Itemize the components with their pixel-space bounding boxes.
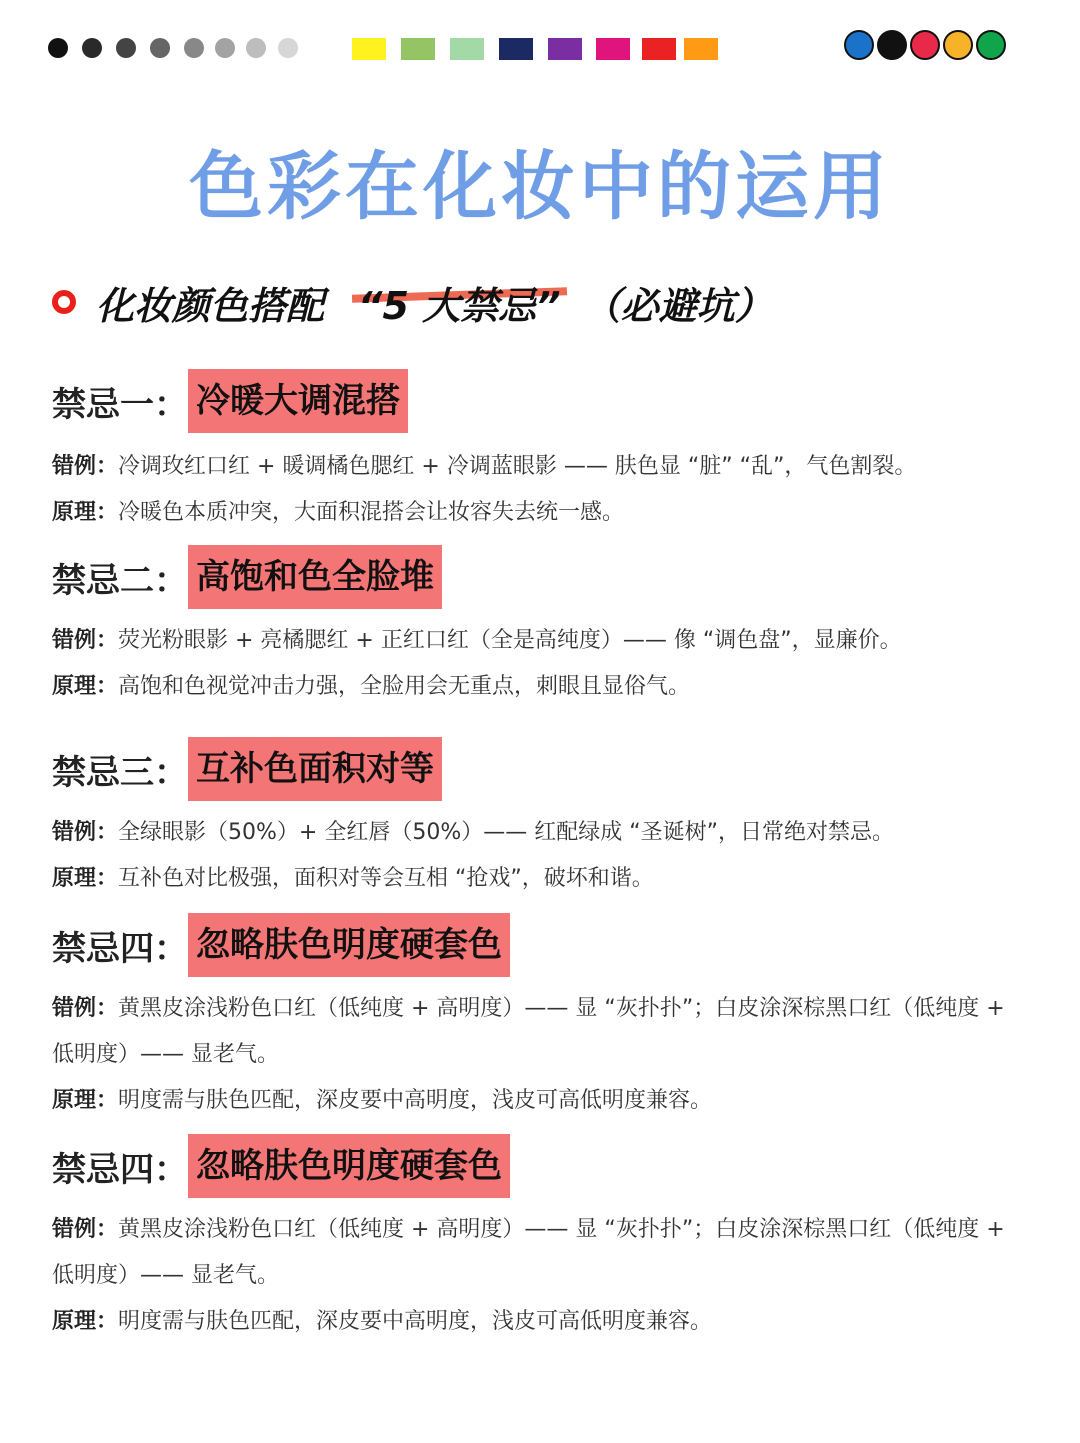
example-label: 错例：: [52, 820, 119, 845]
subtitle-highlight: [358, 275, 561, 330]
principle-text: 明度需与肤色匹配，深皮要中高明度，浅皮可高低明度兼容。: [118, 1088, 713, 1113]
example-row: [52, 810, 1052, 856]
principle-text: 高饱和色视觉冲击力强，全脸用会无重点，刺眼且显俗气。: [118, 674, 691, 699]
principle-row: [52, 856, 1052, 902]
principle-label: 原理：: [52, 1309, 119, 1334]
page-title: 色彩在化妆中的运用: [189, 144, 891, 230]
section-subtitle: [52, 272, 773, 332]
principle-label: 原理：: [52, 1088, 119, 1113]
taboo-heading: [52, 368, 1052, 434]
example-text: 全绿眼影（50%）+ 全红唇（50%）—— 红配绿成 “圣诞树”，日常绝对禁忌。: [118, 820, 895, 845]
color-circle-3: [910, 30, 940, 60]
color-swatch-3: [450, 38, 484, 60]
example-row: [52, 1207, 1032, 1299]
red-ring-icon: [52, 290, 76, 314]
color-swatch-2: [401, 38, 435, 60]
color-circle-4: [943, 30, 973, 60]
example-text: 冷调玫红口红 + 暖调橘色腮红 + 冷调蓝眼影 —— 肤色显 “脏” “乱”，气色割裂。: [118, 454, 917, 479]
taboo-heading: [52, 1133, 1052, 1199]
taboo-highlight: 互补色面积对等: [188, 737, 442, 801]
example-text: 荧光粉眼影 + 亮橘腮红 + 正红口红（全是高纯度）—— 像 “调色盘”，显廉价。: [118, 628, 902, 653]
taboo-highlight: 冷暖大调混搭: [188, 369, 408, 433]
taboo-label: 禁忌二：: [52, 560, 188, 601]
example-label: 错例：: [52, 454, 119, 479]
principle-text: 互补色对比极强，面积对等会互相 “抢戏”，破坏和谐。: [118, 866, 654, 891]
color-swatch-4: [499, 38, 533, 60]
color-swatch-7: [642, 38, 676, 60]
principle-row: [52, 1299, 1052, 1345]
subtitle-right: （必避坑）: [582, 283, 773, 328]
principle-label: 原理：: [52, 866, 119, 891]
gray-dot-7: [246, 38, 266, 58]
gray-dot-4: [150, 38, 170, 58]
color-swatch-8: [684, 38, 718, 60]
subtitle-mid: “5 大禁忌”: [358, 283, 561, 328]
taboo-label: 禁忌四：: [52, 1149, 188, 1190]
principle-row: [52, 664, 1052, 710]
color-circle-2: [877, 30, 907, 60]
principle-label: 原理：: [52, 674, 119, 699]
color-swatch-5: [548, 38, 582, 60]
taboo-section-2: [52, 544, 1052, 710]
taboo-section-1: [52, 368, 1052, 536]
example-row: [52, 444, 1052, 490]
gray-dot-6: [215, 38, 235, 58]
principle-text: 冷暖色本质冲突，大面积混搭会让妆容失去统一感。: [118, 500, 625, 525]
taboo-heading: [52, 736, 1052, 802]
taboo-label: 禁忌四：: [52, 928, 188, 969]
subtitle-left: 化妆颜色搭配: [96, 283, 325, 328]
taboo-heading: [52, 544, 1052, 610]
taboo-highlight: 忽略肤色明度硬套色: [188, 913, 510, 977]
taboo-section-5: [52, 1133, 1052, 1345]
color-swatch-1: [352, 38, 386, 60]
principle-text: 明度需与肤色匹配，深皮要中高明度，浅皮可高低明度兼容。: [118, 1309, 713, 1334]
taboo-heading: [52, 912, 1052, 978]
color-circle-1: [844, 30, 874, 60]
gray-dot-3: [116, 38, 136, 58]
gray-dot-8: [278, 38, 298, 58]
example-label: 错例：: [52, 1217, 119, 1242]
taboo-highlight: 忽略肤色明度硬套色: [188, 1134, 510, 1198]
taboo-highlight: 高饱和色全脸堆: [188, 545, 442, 609]
example-label: 错例：: [52, 628, 119, 653]
taboo-label: 禁忌三：: [52, 752, 188, 793]
principle-row: [52, 490, 1052, 536]
color-swatch-6: [596, 38, 630, 60]
example-text: 黄黑皮涂浅粉色口红（低纯度 + 高明度）—— 显 “灰扑扑”；白皮涂深棕黑口红（低纯度 + 低明度）—— 显老气。: [52, 1217, 1005, 1288]
color-circle-5: [976, 30, 1006, 60]
example-label: 错例：: [52, 996, 119, 1021]
gray-dot-2: [82, 38, 102, 58]
gray-dot-5: [184, 38, 204, 58]
example-text: 黄黑皮涂浅粉色口红（低纯度 + 高明度）—— 显 “灰扑扑”；白皮涂深棕黑口红（低纯度 + 低明度）—— 显老气。: [52, 996, 1005, 1067]
example-row: [52, 986, 1032, 1078]
color-palette-bar: [0, 0, 1080, 100]
gray-dot-1: [48, 38, 68, 58]
example-row: [52, 618, 1052, 664]
principle-row: [52, 1078, 1052, 1124]
principle-label: 原理：: [52, 500, 119, 525]
taboo-label: 禁忌一：: [52, 384, 188, 425]
taboo-section-4: [52, 912, 1052, 1124]
taboo-section-3: [52, 736, 1052, 902]
